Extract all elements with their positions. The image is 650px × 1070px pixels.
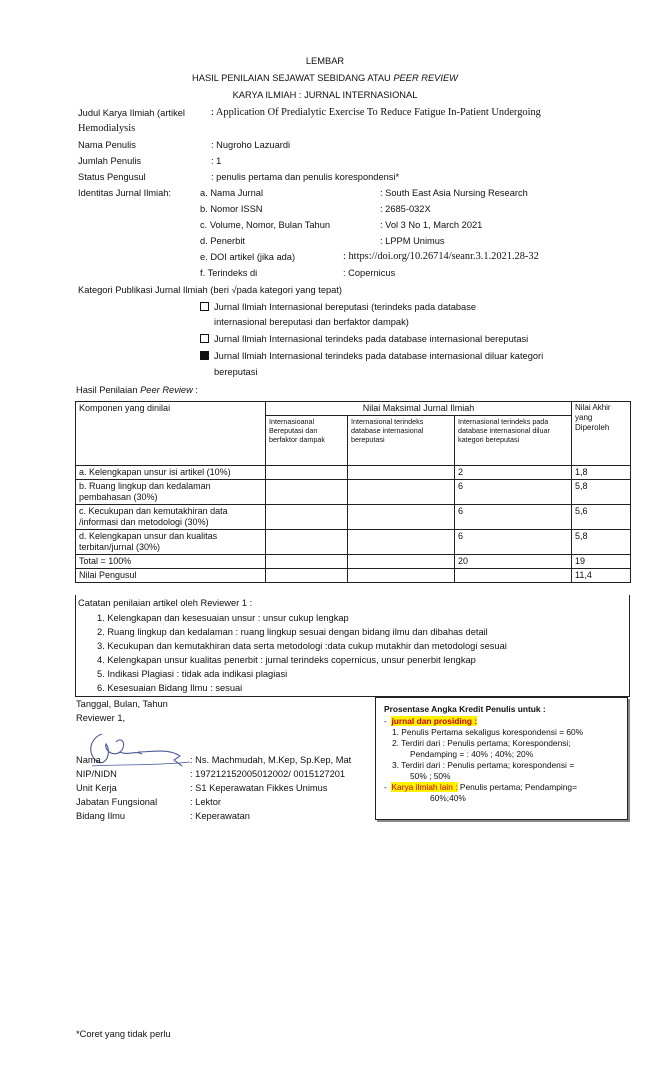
header-komponen: Komponen yang dinilai (76, 402, 266, 466)
catatan-item: 6. Kesesuaian Bidang Ilmu : sesuai (97, 683, 243, 693)
status-pengusul-value: : penulis pertama dan penulis korespondensi* (211, 172, 400, 182)
catatan-item: 2. Ruang lingkup dan kedalaman : ruang lingkup sesuai dengan bidang ilmu dan dibahas detail (97, 627, 488, 637)
pengusul-c1 (266, 569, 348, 583)
total-akhir: 19 (572, 555, 631, 569)
journal-row-value: : Copernicus (343, 268, 396, 278)
footnote: *Coret yang tidak perlu (76, 1029, 171, 1039)
bidang-ilmu-value: : Keperawatan (190, 811, 250, 821)
cell-komponen: a. Kelengkapan unsur isi artikel (10%) (76, 466, 266, 480)
kategori-option-3-cont: bereputasi (214, 367, 258, 377)
kategori-option-1[interactable] (200, 302, 476, 312)
nama-reviewer-label: Nama (76, 755, 101, 765)
kategori-option-1-cont: internasional bereputasi dan berfaktor dampak) (214, 317, 409, 327)
kredit-box (375, 697, 628, 820)
header-col-bereputasi-dampak: Internasioanal Bereputasi dan berfaktor dampak (266, 416, 348, 466)
judul-label: Judul Karya Ilmiah (artikel (78, 108, 185, 118)
kredit-item: 1. Penulis Pertama sekaligus korespondensi = 60% (392, 727, 584, 737)
total-c1 (266, 555, 348, 569)
cell-c2 (348, 505, 455, 530)
cell-akhir: 5,8 (572, 530, 631, 555)
cell-c2 (348, 466, 455, 480)
jabatan-value: : Lektor (190, 797, 222, 807)
cell-komponen: d. Kelengkapan unsur dan kualitas terbitan/jurnal (30%) (76, 530, 266, 555)
reviewer-signature (82, 722, 192, 774)
header-col-diluar-kategori: Internasional terindeks pada database internasional diluar kategori bereputasi (455, 416, 572, 466)
journal-doi-value: : https://doi.org/10.26714/seanr.3.1.2021.28-32 (343, 251, 539, 262)
hasil-penilaian-label (76, 385, 198, 395)
table-pengusul-row (76, 569, 631, 583)
checkbox-checked-icon[interactable] (200, 351, 209, 360)
nama-reviewer-value: : Ns. Machmudah, M.Kep, Sp.Kep, Mat (190, 755, 352, 765)
identitas-jurnal-label: Identitas Jurnal Ilmiah: (78, 188, 172, 198)
header-nilai-maksimal: Nilai Maksimal Jurnal Ilmiah (266, 402, 572, 416)
kategori-option-2[interactable] (200, 334, 528, 344)
status-pengusul-label: Status Pengusul (78, 172, 146, 182)
journal-row-label: f. Terindeks di (200, 268, 258, 278)
header-title-line2 (0, 73, 650, 83)
kredit-jurnal-label: jurnal dan prosiding : (391, 716, 478, 726)
kredit-karya-cont: 60%;40% (430, 793, 466, 803)
kredit-karya-line (384, 782, 619, 793)
journal-row-value: : LPPM Unimus (380, 236, 445, 246)
hasil-label-italic: Peer Review (140, 385, 193, 395)
catatan-item: 3. Kecukupan dan kemutakhiran data serta metodologi :data cukup mutakhir dan metodologi sesuai (97, 641, 507, 651)
catatan-item: 1. Kelengkapan dan kesesuaian unsur : unsur cukup lengkap (97, 613, 349, 623)
kategori-option-3[interactable] (200, 351, 543, 361)
header-nilai-akhir: Nilai Akhir yang Diperoleh (572, 402, 631, 466)
checkbox-empty-icon[interactable] (200, 302, 209, 311)
kredit-karya-label: Karya ilmiah lain : (391, 782, 458, 792)
total-c2 (348, 555, 455, 569)
nip-label: NIP/NIDN (76, 769, 117, 779)
pengusul-label: Nilai Pengusul (76, 569, 266, 583)
cell-c1 (266, 480, 348, 505)
journal-row-label: c. Volume, Nomor, Bulan Tahun (200, 220, 331, 230)
kredit-karya-rest: Penulis pertama; Pendamping= (457, 782, 577, 792)
cell-komponen: b. Ruang lingkup dan kedalaman pembahasan (30%) (76, 480, 266, 505)
judul-value-cont: Hemodialysis (78, 123, 136, 134)
header-line2-text: HASIL PENILAIAN SEJAWAT SEBIDANG ATAU (192, 73, 394, 83)
cell-akhir: 1,8 (572, 466, 631, 480)
kategori-title: Kategori Publikasi Jurnal Ilmiah (beri √pada kategori yang tepat) (78, 285, 343, 295)
kredit-dash: - (384, 716, 387, 726)
header-col-bereputasi: Internasional terindeks database internasional bereputasi (348, 416, 455, 466)
journal-row-label: a. Nama Jurnal (200, 188, 264, 198)
kategori-option-3-text: Jurnal Ilmiah Internasional terindeks pada database internasional diluar kategori (214, 351, 544, 361)
cell-c1 (266, 505, 348, 530)
kredit-item-cont: Pendamping = : 40% ; 40%; 20% (410, 749, 534, 759)
pengusul-c3 (455, 569, 572, 583)
jumlah-penulis-value: : 1 (211, 156, 222, 166)
journal-row-label: b. Nomor ISSN (200, 204, 263, 214)
table-header-row (76, 402, 631, 416)
hasil-label-suffix: : (192, 385, 198, 395)
reviewer-label: Reviewer 1, (76, 713, 126, 723)
pengusul-akhir: 11,4 (572, 569, 631, 583)
cell-c3: 6 (455, 505, 572, 530)
journal-row-value: : South East Asia Nursing Research (380, 188, 528, 198)
journal-row-value: : Vol 3 No 1, March 2021 (380, 220, 483, 230)
journal-row-label: e. DOI artikel (jika ada) (200, 252, 296, 262)
kredit-dash: - (384, 782, 387, 792)
cell-c2 (348, 480, 455, 505)
catatan-item: 4. Kelengkapan unsur kualitas penerbit : jurnal terindeks copernicus, unsur penerbit lengkap (97, 655, 476, 665)
cell-c3: 6 (455, 530, 572, 555)
table-total-row (76, 555, 631, 569)
cell-c1 (266, 466, 348, 480)
table-row (76, 505, 631, 530)
kredit-title: Prosentase Angka Kredit Penulis untuk : (384, 704, 546, 714)
hasil-label-text: Hasil Penilaian (76, 385, 141, 395)
review-table (75, 401, 631, 583)
cell-c3: 6 (455, 480, 572, 505)
nama-penulis-label: Nama Penulis (78, 140, 136, 150)
header-title-line1: LEMBAR (305, 56, 345, 66)
nip-value: : 197212152005012002/ 0015127201 (190, 769, 346, 779)
table-row (76, 466, 631, 480)
pengusul-c2 (348, 569, 455, 583)
header-title-line3: KARYA ILMIAH : JURNAL INTERNASIONAL (232, 90, 418, 100)
cell-komponen: c. Kecukupan dan kemutakhiran data /informasi dan metodologi (30%) (76, 505, 266, 530)
kredit-jurnal-line (384, 716, 619, 727)
journal-row-label: d. Penerbit (200, 236, 245, 246)
checkbox-empty-icon[interactable] (200, 334, 209, 343)
table-row (76, 480, 631, 505)
cell-c3: 2 (455, 466, 572, 480)
unit-kerja-label: Unit Kerja (76, 783, 117, 793)
cell-akhir: 5,6 (572, 505, 631, 530)
cell-c1 (266, 530, 348, 555)
total-label: Total = 100% (76, 555, 266, 569)
unit-kerja-value: : S1 Keperawatan Fikkes Unimus (190, 783, 328, 793)
table-row (76, 530, 631, 555)
total-c3: 20 (455, 555, 572, 569)
cell-akhir: 5,8 (572, 480, 631, 505)
catatan-title: Catatan penilaian artikel oleh Reviewer 1 : (78, 598, 253, 608)
kredit-item: 2. Terdiri dari : Penulis pertama; Korespondensi; (392, 738, 571, 748)
jumlah-penulis-label: Jumlah Penulis (78, 156, 142, 166)
nama-penulis-value: : Nugroho Lazuardi (211, 140, 291, 150)
tanggal-label: Tanggal, Bulan, Tahun (76, 699, 168, 709)
judul-value: : Application Of Predialytic Exercise To Reduce Fatigue In-Patient Undergoing (211, 107, 541, 118)
kategori-option-2-text: Jurnal Ilmiah Internasional terindeks pada database internasional bereputasi (214, 334, 529, 344)
kategori-option-1-text: Jurnal Ilmiah Internasional bereputasi (terindeks pada database (214, 302, 477, 312)
bidang-ilmu-label: Bidang Ilmu (76, 811, 126, 821)
jabatan-label: Jabatan Fungsional (76, 797, 158, 807)
kredit-item: 3. Terdiri dari : Penulis pertama; korespondensi = (392, 760, 575, 770)
catatan-item: 5. Indikasi Plagiasi : tidak ada indikasi plagiasi (97, 669, 288, 679)
kredit-item-cont: 50% ; 50% (410, 771, 451, 781)
journal-row-value: : 2685-032X (380, 204, 431, 214)
header-line2-italic: PEER REVIEW (393, 73, 458, 83)
cell-c2 (348, 530, 455, 555)
